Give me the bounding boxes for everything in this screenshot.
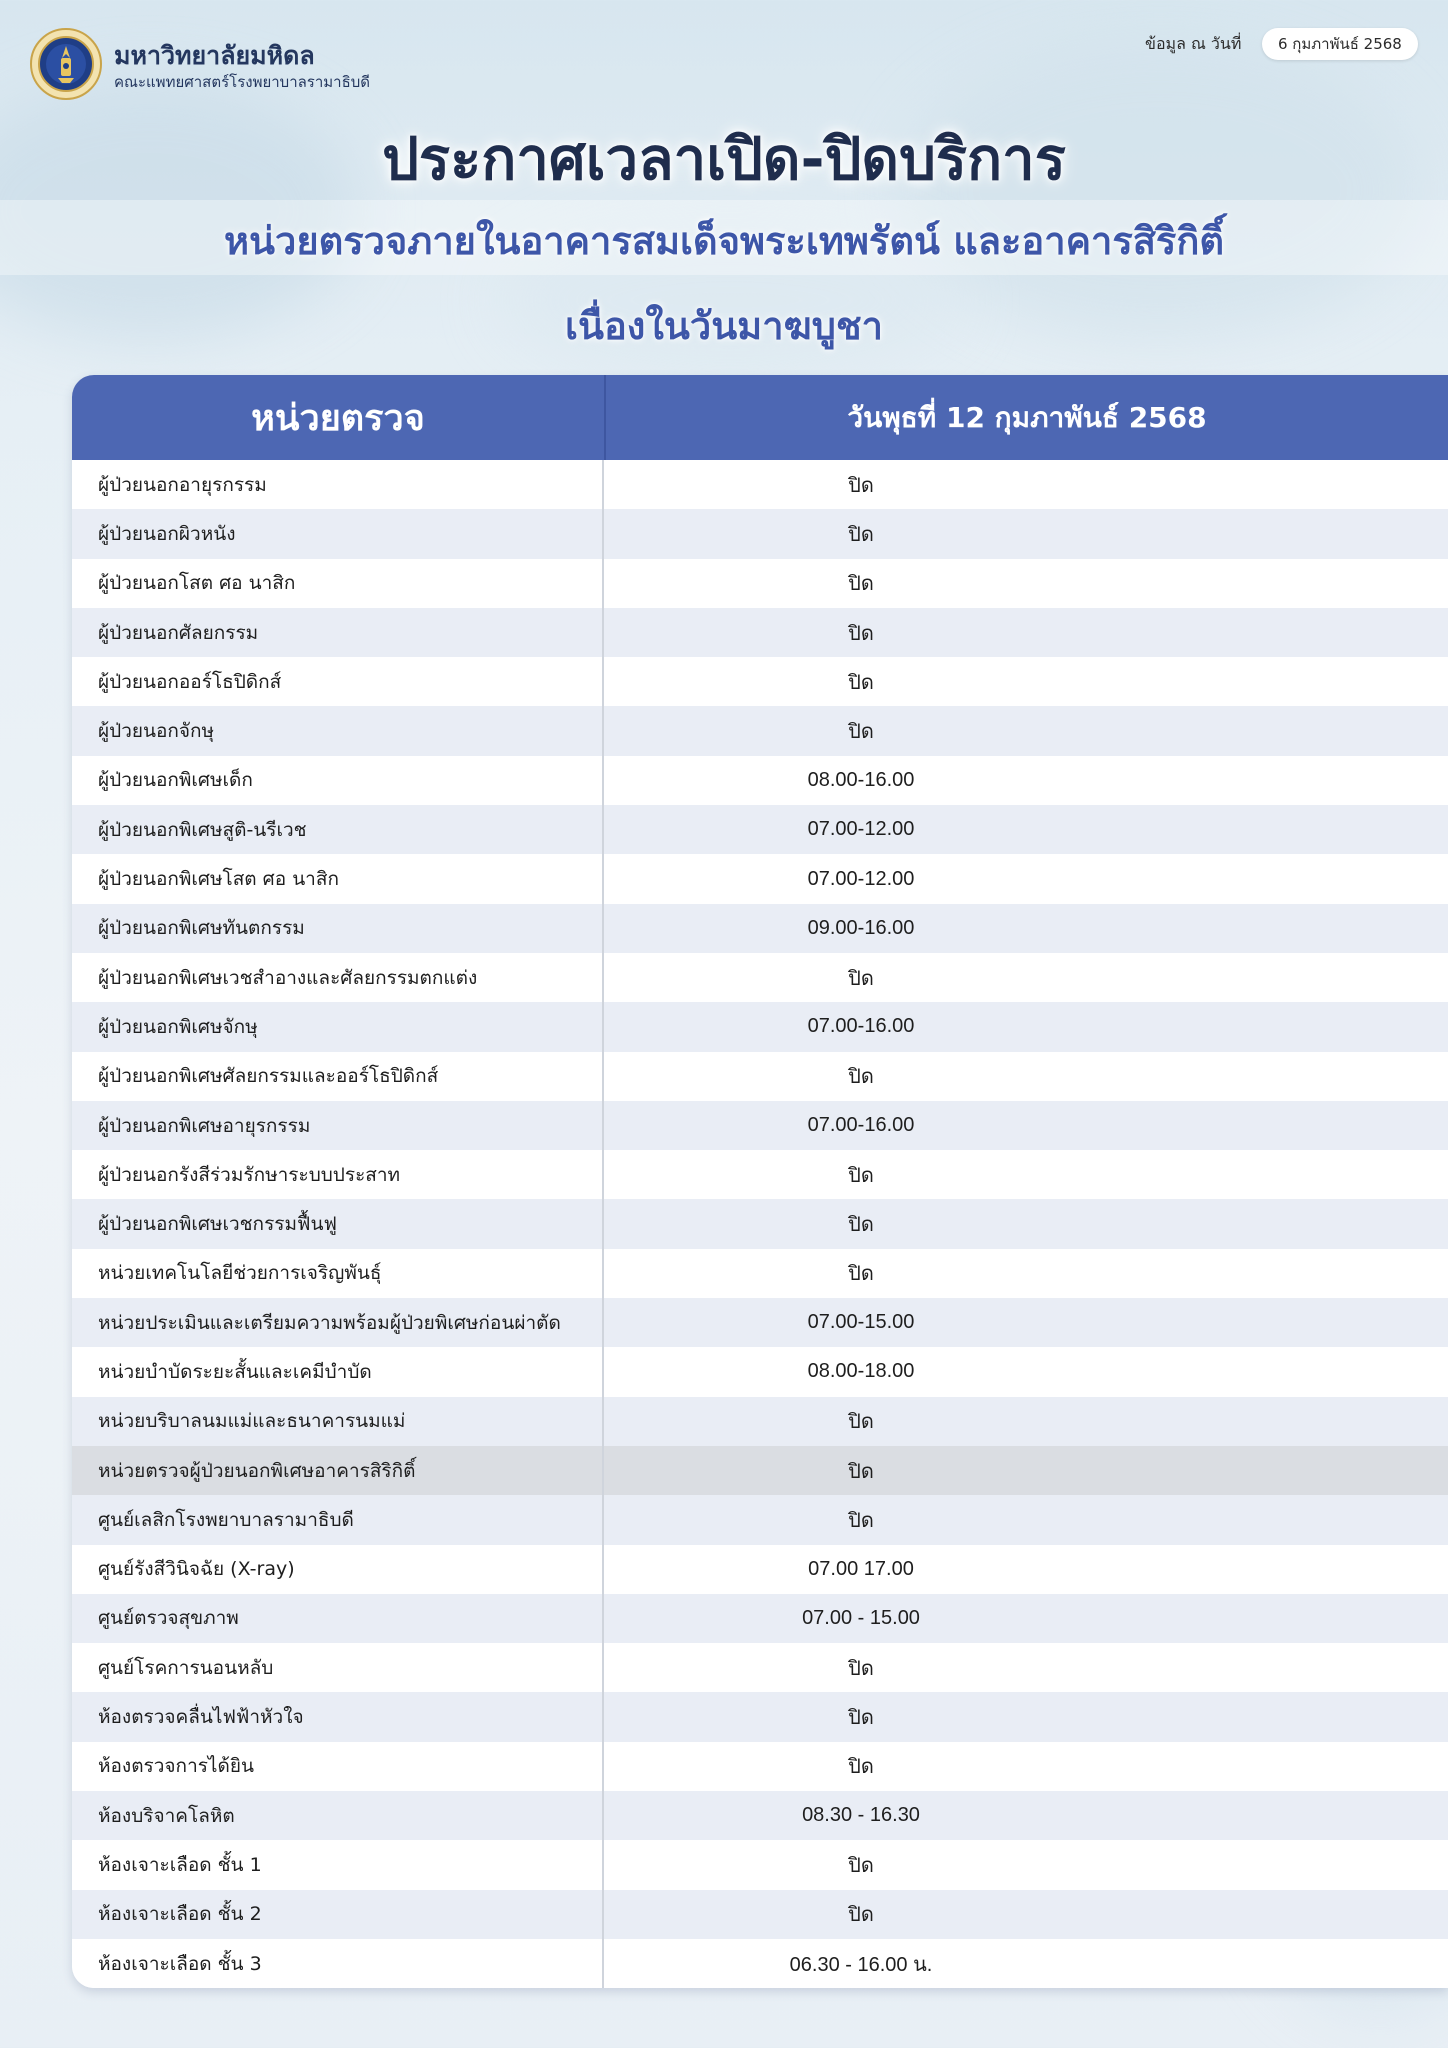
data-as-of-label: ข้อมูล ณ วันที่: [1145, 34, 1242, 53]
service-hours-cell: ปิด: [848, 1707, 874, 1730]
service-hours-cell: 08.00-16.00: [807, 768, 915, 791]
table-row: [72, 1791, 1448, 1840]
unit-name-cell: ห้องเจาะเลือด ชั้น 2: [72, 1890, 604, 1939]
table-row: [72, 1249, 1448, 1298]
unit-name-cell: ผู้ป่วยนอกออร์โธปิดิกส์: [72, 657, 604, 706]
column-header-unit: หน่วยตรวจ: [72, 375, 606, 460]
service-hours-cell: ปิด: [848, 622, 874, 645]
service-hours-cell: ปิด: [848, 1411, 874, 1434]
service-hours-cell: 09.00-16.00: [807, 916, 915, 939]
unit-name-cell: ศูนย์โรคการนอนหลับ: [72, 1643, 604, 1692]
unit-name-cell: ห้องเจาะเลือด ชั้น 1: [72, 1840, 604, 1889]
unit-name-cell: ห้องเจาะเลือด ชั้น 3: [72, 1939, 604, 1988]
service-hours-cell: 08.00-18.00: [807, 1360, 915, 1383]
unit-name-cell: ห้องบริจาคโลหิต: [72, 1791, 604, 1840]
table-row: [72, 953, 1448, 1002]
service-hours-cell: 07.00-12.00: [807, 867, 915, 890]
page-subtitle-occasion: เนื่องในวันมาฆบูชา: [564, 304, 884, 348]
column-header-date: วันพุธที่ 12 กุมภาพันธ์ 2568: [847, 400, 1207, 434]
table-row: [72, 509, 1448, 558]
hours-table: [72, 375, 1448, 1988]
unit-name-cell: ผู้ป่วยนอกอายุรกรรม: [72, 460, 604, 509]
service-hours-cell: ปิด: [848, 1263, 874, 1286]
table-row: [72, 1643, 1448, 1692]
table-row: [72, 608, 1448, 657]
table-row: [72, 904, 1448, 953]
service-hours-cell: ปิด: [848, 1164, 874, 1187]
unit-name-cell: หน่วยเทคโนโลยีช่วยการเจริญพันธุ์: [72, 1249, 604, 1298]
service-hours-cell: ปิด: [848, 1214, 874, 1237]
table-row: [72, 1890, 1448, 1939]
faculty-name: คณะแพทยศาสตร์โรงพยาบาลรามาธิบดี: [114, 73, 371, 91]
table-row: [72, 1594, 1448, 1643]
service-hours-cell: ปิด: [848, 573, 874, 596]
unit-name-cell: ผู้ป่วยนอกโสต ศอ นาสิก: [72, 559, 604, 608]
table-row: [72, 1495, 1448, 1544]
table-row: [72, 1939, 1448, 1988]
table-row: [72, 1199, 1448, 1248]
table-row: [72, 805, 1448, 854]
table-row: [72, 1840, 1448, 1889]
unit-name-cell: ผู้ป่วยนอกพิเศษเวชกรรมฟื้นฟู: [72, 1199, 604, 1248]
service-hours-cell: ปิด: [848, 1904, 874, 1927]
unit-name-cell: หน่วยบริบาลนมแม่และธนาคารนมแม่: [72, 1397, 604, 1446]
table-row: [72, 559, 1448, 608]
unit-name-cell: ศูนย์ตรวจสุขภาพ: [72, 1594, 604, 1643]
unit-name-cell: หน่วยบำบัดระยะสั้นและเคมีบำบัด: [72, 1347, 604, 1396]
service-hours-cell: ปิด: [848, 474, 874, 497]
unit-name-cell: ผู้ป่วยนอกพิเศษศัลยกรรมและออร์โธปิดิกส์: [72, 1052, 604, 1101]
table-row: [72, 854, 1448, 903]
table-row: [72, 1347, 1448, 1396]
service-hours-cell: ปิด: [848, 1509, 874, 1532]
table-row: [72, 657, 1448, 706]
table-row: [72, 1446, 1448, 1495]
table-body: [72, 460, 1448, 1988]
unit-name-cell: ผู้ป่วยนอกพิเศษอายุรกรรม: [72, 1101, 604, 1150]
service-hours-cell: ปิด: [848, 1066, 874, 1089]
unit-name-cell: ผู้ป่วยนอกพิเศษเวชสำอางและศัลยกรรมตกแต่ง: [72, 953, 604, 1002]
table-header: [72, 375, 1448, 460]
service-hours-cell: 07.00 17.00: [808, 1557, 914, 1580]
unit-name-cell: ผู้ป่วยนอกรังสีร่วมรักษาระบบประสาท: [72, 1150, 604, 1199]
service-hours-cell: ปิด: [848, 721, 874, 744]
unit-name-cell: ผู้ป่วยนอกผิวหนัง: [72, 509, 604, 558]
table-row: [72, 1002, 1448, 1051]
table-row: [72, 1052, 1448, 1101]
unit-name-cell: ห้องตรวจคลื่นไฟฟ้าหัวใจ: [72, 1692, 604, 1741]
unit-name-cell: ผู้ป่วยนอกพิเศษจักษุ: [72, 1002, 604, 1051]
table-row: [72, 706, 1448, 755]
unit-name-cell: ผู้ป่วยนอกพิเศษเด็ก: [72, 756, 604, 805]
unit-name-cell: ผู้ป่วยนอกพิเศษทันตกรรม: [72, 904, 604, 953]
unit-name-cell: ผู้ป่วยนอกพิเศษสูติ-นรีเวช: [72, 805, 604, 854]
unit-name-cell: ผู้ป่วยนอกพิเศษโสต ศอ นาสิก: [72, 854, 604, 903]
table-row: [72, 1150, 1448, 1199]
service-hours-cell: ปิด: [848, 1854, 874, 1877]
table-row: [72, 1545, 1448, 1594]
table-row: [72, 1742, 1448, 1791]
service-hours-cell: 07.00-16.00: [807, 1015, 915, 1038]
unit-name-cell: หน่วยประเมินและเตรียมความพร้อมผู้ป่วยพิเศษก่อนผ่าตัด: [72, 1298, 604, 1347]
service-hours-cell: 07.00 - 15.00: [802, 1606, 920, 1629]
service-hours-cell: ปิด: [848, 967, 874, 990]
service-hours-cell: 07.00-12.00: [807, 818, 915, 841]
page-subtitle: หน่วยตรวจภายในอาคารสมเด็จพระเทพรัตน์ และอาคารสิริกิติ์: [223, 219, 1225, 263]
unit-name-cell: ศูนย์รังสีวินิจฉัย (X-ray): [72, 1545, 604, 1594]
service-hours-cell: ปิด: [848, 1657, 874, 1680]
data-as-of-date-badge: 6 กุมภาพันธ์ 2568: [1262, 28, 1418, 60]
service-hours-cell: ปิด: [848, 671, 874, 694]
unit-name-cell: ห้องตรวจการได้ยิน: [72, 1742, 604, 1791]
table-row: [72, 1692, 1448, 1741]
table-row: [72, 1101, 1448, 1150]
service-hours-cell: ปิด: [848, 1756, 874, 1779]
table-row: [72, 1397, 1448, 1446]
table-row: [72, 756, 1448, 805]
service-hours-cell: ปิด: [848, 1460, 874, 1483]
service-hours-cell: 06.30 - 16.00 น.: [789, 1953, 933, 1976]
service-hours-cell: 08.30 - 16.30: [802, 1804, 920, 1827]
unit-name-cell: หน่วยตรวจผู้ป่วยนอกพิเศษอาคารสิริกิติ์: [72, 1446, 604, 1495]
table-row: [72, 1298, 1448, 1347]
table-row: [72, 460, 1448, 509]
unit-name-cell: ศูนย์เลสิกโรงพยาบาลรามาธิบดี: [72, 1495, 604, 1544]
university-name: มหาวิทยาลัยมหิดล: [114, 41, 315, 70]
service-hours-cell: ปิด: [848, 523, 874, 546]
unit-name-cell: ผู้ป่วยนอกศัลยกรรม: [72, 608, 604, 657]
page-title: ประกาศเวลาเปิด-ปิดบริการ: [382, 125, 1066, 193]
unit-name-cell: ผู้ป่วยนอกจักษุ: [72, 706, 604, 755]
service-hours-cell: 07.00-15.00: [807, 1311, 915, 1334]
service-hours-cell: 07.00-16.00: [807, 1114, 915, 1136]
mahidol-seal-logo: [30, 28, 102, 100]
